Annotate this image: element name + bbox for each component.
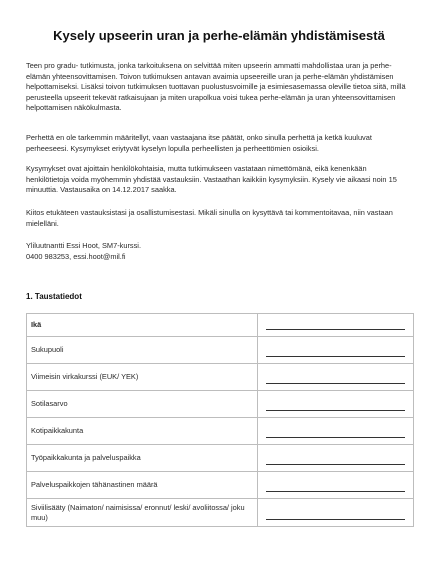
field-label-marital-status: Siviilisääty (Naimaton/ naimisissa/ eronnut/ leski/ avoliitossa/ joku muu) [27,499,258,527]
field-label-work-town: Työpaikkakunta ja palveluspaikka [27,445,258,472]
answer-line [266,410,405,411]
table-row [27,418,414,445]
anonymity-paragraph: Kysymykset ovat ajoittain henkilökohtaisia, mutta tutkimukseen vastataan nimettömänä, eikä kenenkään henkilötietoja voida myöhemmin yhdistää vastauksiin. Vastaathan kaikkiin kysymyksiin. Kysely vie aikaasi noin 15 minuuttia. Vastausaika on 14.12.2017 saakka. [26,164,397,195]
answer-line [266,464,405,465]
answer-line [266,356,405,357]
answer-field-rank[interactable] [258,391,414,418]
answer-line [266,383,405,384]
field-label-latest-course: Viimeisin virkakurssi (EUK/ YEK) [27,364,258,391]
field-label-rank: Sotilasarvo [27,391,258,418]
thanks-paragraph: Kiitos etukäteen vastauksistasi ja osallistumisestasi. Mikäli sinulla on kysyttävä tai kommentoitavaa, niin vastaan mielelläni. [26,208,393,228]
table-row [27,391,414,418]
table-row [27,499,414,527]
answer-line [266,329,405,330]
intro-paragraph: Teen pro gradu- tutkimusta, jonka tarkoituksena on selvittää miten upseerin ammatti mahdollistaa uran ja perhe-elämän yhteensovittamisen. Toivon tutkimuksen antavan avaimia upseereille uran ja perhe-elämän yhdistämisen helpottamiseksi. Lisäksi toivon tutkimuksen tuottavan puolustusvoimille ja esimiesasemassa oleville tietoa siitä, millä perusteella upseerit tekevät ratkaisujaan ja miten urapolkua voisi tukea perhe-elämän ja uran yhteensovittamisen helpottamisen näkökulmasta. [26,61,406,113]
signature-name: Yliluutnantti Essi Hoot, SM7-kurssi. [26,241,142,250]
table-row [27,364,414,391]
answer-field-gender[interactable] [258,337,414,364]
table-row [27,472,414,499]
table-row [27,445,414,472]
answer-field-marital-status[interactable] [258,499,414,527]
document-title: Kysely upseerin uran ja perhe-elämän yhdistämisestä [53,28,385,43]
answer-field-latest-course[interactable] [258,364,414,391]
field-label-age: Ikä [27,314,258,337]
signature-contact: 0400 983253, essi.hoot@mil.fi [26,251,126,261]
signature-block [26,241,411,262]
answer-line [266,519,405,520]
field-label-gender: Sukupuoli [27,337,258,364]
answer-field-work-town[interactable] [258,445,414,472]
answer-line [266,437,405,438]
background-info-table [26,313,414,527]
answer-field-postings-count[interactable] [258,472,414,499]
answer-field-age[interactable] [258,314,414,337]
table-row [27,314,414,337]
table-row [27,337,414,364]
family-definition-paragraph: Perhettä en ole tarkemmin määritellyt, vaan vastaajana itse päätät, onko sinulla perhettä ja ketkä kuuluvat perheeseesi. Kysymykset eriytyvät kyselyn lopulla perheellisten ja perheettömien osioiksi. [26,133,372,153]
answer-field-home-town[interactable] [258,418,414,445]
field-label-postings-count: Palveluspaikkojen tähänastinen määrä [27,472,258,499]
field-label-home-town: Kotipaikkakunta [27,418,258,445]
answer-line [266,491,405,492]
section-title: 1. Taustatiedot [26,292,82,301]
